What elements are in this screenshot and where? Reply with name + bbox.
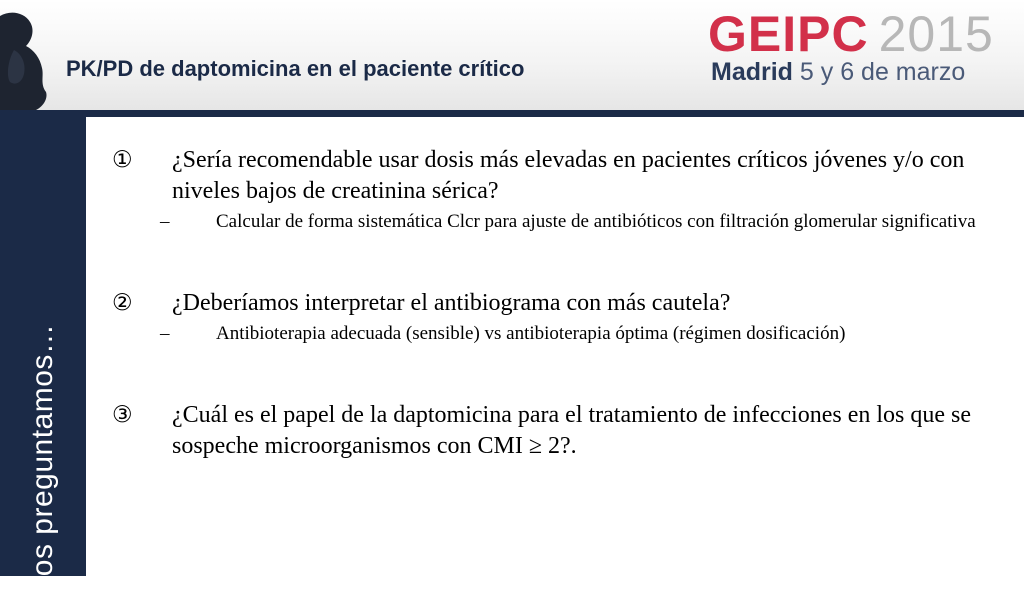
subitem-text: Antibioterapia adecuada (sensible) vs antibioterapia óptima (régimen dosificación) bbox=[216, 323, 846, 344]
geipc-logo bbox=[708, 4, 994, 64]
question-text: ¿Sería recomendable usar dosis más elevadas en pacientes críticos jóvenes y/o con niveles bajos de creatinina sérica? bbox=[172, 147, 965, 204]
question-item bbox=[112, 145, 1012, 207]
subitem-text: Calcular de forma sistemática Clcr para ajuste de antibióticos con filtración glomerular significativa bbox=[216, 211, 976, 232]
question-number: ② bbox=[112, 290, 133, 316]
question-item bbox=[112, 400, 1012, 462]
logo-city: Madrid bbox=[711, 58, 793, 86]
dash-bullet: – bbox=[160, 323, 170, 344]
slide-title: PK/PD de daptomicina en el paciente crítico bbox=[66, 56, 525, 81]
header-divider bbox=[0, 110, 1024, 117]
question-number: ③ bbox=[112, 402, 133, 428]
dash-bullet: – bbox=[160, 211, 170, 232]
questions-list bbox=[112, 145, 1012, 462]
slide-header bbox=[0, 0, 1024, 110]
sidebar bbox=[0, 117, 86, 598]
question-text: ¿Deberíamos interpretar el antibiograma con más cautela? bbox=[172, 290, 731, 316]
question-item bbox=[112, 288, 1012, 319]
logo-subtitle bbox=[711, 58, 965, 87]
logo-dates: 5 y 6 de marzo bbox=[799, 58, 966, 86]
thinker-statue-image bbox=[0, 10, 52, 110]
question-subitem bbox=[112, 209, 1012, 234]
sidebar-label: Nos preguntamos… bbox=[26, 323, 59, 598]
question-number: ① bbox=[112, 147, 133, 173]
question-subitem bbox=[112, 321, 1012, 346]
logo-year: 2015 bbox=[878, 6, 994, 62]
logo-name: GEIPC bbox=[708, 6, 869, 62]
question-text: ¿Cuál es el papel de la daptomicina para el tratamiento de infecciones en los que se sospeche microorganismos con CMI ≥ 2?. bbox=[172, 402, 972, 459]
